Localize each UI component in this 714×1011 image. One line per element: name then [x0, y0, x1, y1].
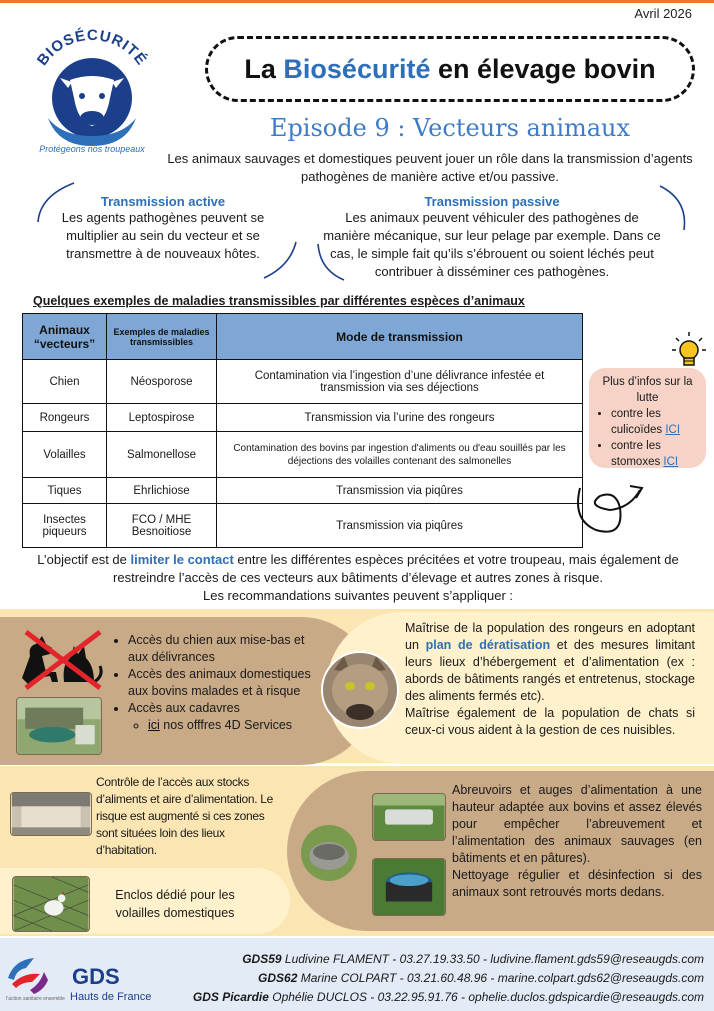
objectif-text — [18, 551, 698, 605]
logo-caption: Protégeons nos troupeaux — [39, 144, 145, 154]
stomoxes-link[interactable]: ICI — [663, 456, 679, 468]
gds-logo-tagline: l’action sanitaire ensemble — [6, 996, 65, 1002]
info-head: Plus d’infos sur la lutte — [602, 376, 693, 404]
title-prefix: La — [244, 53, 276, 84]
maladies-table — [22, 313, 583, 548]
title-accent: Biosécurité — [283, 53, 431, 84]
cell-animal: Volailles — [23, 432, 107, 478]
logo-text: BIOSÉCURITÉ — [33, 26, 151, 69]
deratisation-highlight: plan de dératisation — [425, 638, 551, 652]
cell-maladie: Leptospirose — [107, 404, 217, 432]
objectif-prefix: L’objectif est de — [37, 552, 131, 567]
contact-line — [168, 988, 704, 1007]
sub-item-text: nos offfres 4D Services — [159, 718, 293, 732]
table-row — [23, 432, 583, 478]
objectif-line3: Les recommandations suivantes peuvent s’appliquer : — [202, 588, 513, 603]
contact-details: Ludivine FLAMENT - 03.27.19.33.50 - ludivine.flament.gds59@reseaugds.com — [281, 952, 704, 966]
header-exemples: Exemples de maladies transmissibles — [107, 314, 217, 360]
contact-org: GDS59 — [242, 952, 282, 966]
objectif-suffix: entre les différentes espèces précitées et votre troupeau, mais également de restreindre l’accès de ces vecteurs aux bâtiments d’élevage et autres zones à risque. — [113, 552, 679, 585]
gds-logo-name: GDS — [72, 964, 120, 989]
page-title — [205, 36, 695, 102]
trough-photo-1 — [372, 793, 446, 841]
issue-date: Avril 2026 — [634, 6, 692, 21]
table-row — [23, 404, 583, 432]
transmission-passive-text: Les animaux peuvent véhiculer des pathogènes de manière mécanique, sur leur pelage par exemple. Dans ce cas, le simple fait qu’ils s’ébrouent ou soient léchés peut contribuer à disséminer ces pathogènes. — [323, 210, 661, 279]
cell-mode: Contamination via l’ingestion d’une délivrance infestée et transmission via ses déjections — [217, 360, 583, 404]
contacts — [168, 950, 704, 1007]
lightbulb-icon — [670, 330, 708, 370]
transmission-passive-title: Transmission passive — [424, 194, 560, 209]
cat-photo — [320, 650, 400, 730]
reco-abreuvoirs — [452, 782, 702, 901]
cell-maladie: FCO / MHE Besnoitiose — [107, 504, 217, 548]
transmission-active — [48, 194, 278, 263]
top-accent-line — [0, 0, 714, 3]
contact-line — [168, 969, 704, 988]
transmission-active-title: Transmission active — [100, 194, 226, 209]
reco-abreuvoirs-p2: Nettoyage régulier et désinfection si des animaux sont retrouvés morts dedans. — [452, 868, 702, 899]
transmission-passive — [322, 194, 662, 281]
cell-animal: Chien — [23, 360, 107, 404]
cell-animal: Insectes piqueurs — [23, 504, 107, 548]
trough-photo-2 — [293, 824, 365, 882]
table-row — [23, 504, 583, 548]
contact-org: GDS62 — [258, 971, 298, 985]
info-box — [589, 368, 706, 468]
objectif-accent: limiter le contact — [130, 552, 234, 567]
gds-logo-region: Hauts de France — [70, 991, 152, 1003]
reco-stocks: Contrôle de l’accès aux stocks d’aliments et aire d’alimentation. Le risque est augmenté si ces zones sont situées loin des lieux d’habitation. — [96, 775, 274, 857]
title-suffix: en élevage bovin — [438, 53, 656, 84]
reco-chien — [112, 632, 327, 734]
cell-maladie: Ehrlichiose — [107, 478, 217, 504]
cell-animal: Tiques — [23, 478, 107, 504]
reco-rongeurs-p2: Maîtrise également de la population de chats si ceux-ci vous aident à la gestion de ces nuisibles. — [405, 706, 695, 737]
contact-details: Ophélie DUCLOS - 03.22.95.91.76 - ophelie.duclos.gdspicardie@reseaugds.com — [268, 990, 704, 1004]
reco-rongeurs-p1-prefix: Maîtrise de la population des rongeurs en adoptant un — [405, 621, 695, 652]
contact-org: GDS Picardie — [192, 990, 269, 1004]
cell-mode: Transmission via l’urine des rongeurs — [217, 404, 583, 432]
intro-text: Les animaux sauvages et domestiques peuvent jouer un rôle dans la transmission d’agents pathogènes de manière active et/ou passive. — [167, 151, 693, 184]
episode-title: Episode 9 : Vecteurs animaux — [269, 114, 631, 142]
contact-details: Marine COLPART - 03.21.60.48.96 - marine.colpart.gds62@reseaugds.com — [297, 971, 704, 985]
info-item-text: contre les stomoxes — [611, 440, 664, 468]
list-item: • Accès du chien aux mise-bas et aux délivrances — [128, 632, 327, 666]
culicoides-link[interactable]: ICI — [665, 424, 681, 436]
feed-storage-photo — [10, 792, 92, 836]
list-item — [148, 717, 327, 734]
cell-maladie: Salmonellose — [107, 432, 217, 478]
biosecurite-logo — [18, 18, 166, 158]
4d-services-link[interactable]: ici — [148, 718, 160, 732]
transmission-active-text: Les agents pathogènes peuvent se multiplier au sein du vecteur et se transmettre à de nouveaux hôtes. — [61, 210, 265, 261]
reco-rongeurs — [405, 620, 695, 739]
reco-rongeurs-p1-suffix: et des mesures limitant leurs lieux d’hébergement et d’alimentation (ex : abords de bâtiments rangés et entretenus, stockage des aliments fermés etc). — [405, 638, 695, 703]
cell-mode: Contamination des bovins par ingestion d'aliments ou d'eau souillés par les déjections des volailles contenant des salmonelles — [217, 432, 583, 478]
list-item — [611, 406, 700, 438]
cell-mode: Transmission via piqûres — [217, 504, 583, 548]
gds-logo — [4, 950, 164, 1005]
reco-chien-item: Accès aux cadavres — [128, 701, 240, 715]
list-item — [611, 438, 700, 470]
info-item-text: contre les culicoïdes — [611, 408, 666, 436]
carcass-photo — [16, 697, 102, 755]
header-animaux: Animaux “vecteurs” — [23, 314, 107, 360]
trough-photo-3 — [372, 858, 446, 916]
cell-maladie: Néosporose — [107, 360, 217, 404]
no-pets-icon — [12, 626, 107, 692]
table-row — [23, 360, 583, 404]
header-mode: Mode de transmission — [217, 314, 583, 360]
list-item: • Accès des animaux domestiques aux bovins malades et à risque — [128, 666, 327, 700]
cell-animal: Rongeurs — [23, 404, 107, 432]
reco-abreuvoirs-p1: Abreuvoirs et auges d’alimentation à une hauteur adaptée aux bovins et assez élevés pour empêcher l’abreuvement et l’alimentation des animaux sauvages (en bâtiments et en pâtures). — [452, 783, 702, 865]
list-item — [128, 700, 327, 734]
cell-mode: Transmission via piqûres — [217, 478, 583, 504]
contact-line — [168, 950, 704, 969]
reco-volailles: Enclos dédié pour les volailles domestiques — [115, 888, 235, 920]
poultry-photo — [12, 876, 90, 932]
table-title: Quelques exemples de maladies transmissibles par différentes espèces d’animaux — [33, 294, 525, 308]
table-row — [23, 478, 583, 504]
